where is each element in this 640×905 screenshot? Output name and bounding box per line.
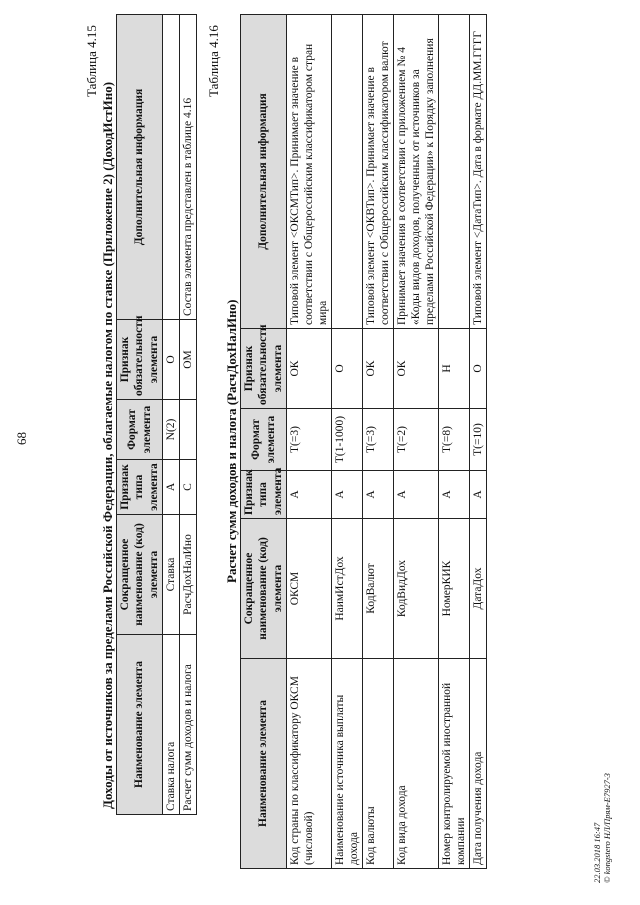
table2 xyxy=(240,14,487,869)
table-cell: T(=3) xyxy=(287,409,332,471)
table-cell: Типовой элемент <ОКСМТип>. Принимает значение в соответствии с Общероссийским классификатором стран мира xyxy=(287,15,332,329)
t2-header-cell: Формат элемента xyxy=(241,409,287,471)
table-cell: НаимИстДох xyxy=(332,519,363,659)
footer-id: © kongstero НЛ/Прям-Е7927-3 xyxy=(602,773,613,883)
table-row xyxy=(439,15,470,869)
table-cell: ДатаДох xyxy=(470,519,487,659)
table-cell: Код вида дохода xyxy=(394,659,439,869)
table-cell: РасчДохНалИно xyxy=(180,515,197,635)
table-cell: Наименование источника выплаты дохода xyxy=(332,659,363,869)
table-cell: А xyxy=(287,471,332,519)
table-cell: ОК xyxy=(363,329,394,409)
table-row xyxy=(332,15,363,869)
table-cell xyxy=(163,15,180,320)
table-cell: О xyxy=(163,320,180,400)
table-cell: Состав элемента представлен в таблице 4.16 xyxy=(180,15,197,320)
table2-header-row xyxy=(241,15,287,869)
table-cell: А xyxy=(470,471,487,519)
table-cell xyxy=(332,15,363,329)
t1-header-cell: Сокращенное наименование (код) элемента xyxy=(117,515,163,635)
footer-stamp xyxy=(592,773,612,883)
table-cell: T(=2) xyxy=(394,409,439,471)
table-cell: Ставка xyxy=(163,515,180,635)
table-cell: А xyxy=(363,471,394,519)
table-cell: О xyxy=(332,329,363,409)
table-cell: Типовой элемент <ОКВТип>. Принимает значение в соответствии с Общероссийским классификатором валют xyxy=(363,15,394,329)
table-row xyxy=(287,15,332,869)
table-cell: Н xyxy=(439,329,470,409)
table-row xyxy=(180,15,197,815)
table2-title: Расчет сумм доходов и налога (РасчДохНалИно) xyxy=(224,299,239,583)
table-cell: ОК xyxy=(287,329,332,409)
t2-header-cell: Сокращенное наименование (код) элемента xyxy=(241,519,287,659)
table-cell: ОК xyxy=(394,329,439,409)
t1-header-cell: Признак обязательности элемента xyxy=(117,320,163,400)
table-cell: А xyxy=(332,471,363,519)
table-cell: ОМ xyxy=(180,320,197,400)
table-cell: Код валюты xyxy=(363,659,394,869)
table-cell: Принимает значения в соответствии с приложением № 4 «Коды видов доходов, полученных от источников за пределами Российской Федерации» к Порядку заполнения xyxy=(394,15,439,329)
t2-header-cell: Наименование элемента xyxy=(241,659,287,869)
table-cell: T(1-1000) xyxy=(332,409,363,471)
page-number: 68 xyxy=(14,432,29,445)
table-cell: А xyxy=(163,460,180,515)
table-row xyxy=(470,15,487,869)
table-cell: О xyxy=(470,329,487,409)
table-cell: Код страны по классификатору ОКСМ (числовой) xyxy=(287,659,332,869)
table-cell: ОКСМ xyxy=(287,519,332,659)
table-cell: T(=10) xyxy=(470,409,487,471)
table-row xyxy=(394,15,439,869)
footer-date: 22.03.2018 16:47 xyxy=(592,822,602,883)
t1-header-cell: Признак типа элемента xyxy=(117,460,163,515)
table2-label: Таблица 4.16 xyxy=(206,25,221,97)
table-cell: КодВалют xyxy=(363,519,394,659)
table-cell: Типовой элемент <ДатаТип>. Дата в формате ДД.ММ.ГГГГ xyxy=(470,15,487,329)
table-cell: Ставка налога xyxy=(163,635,180,815)
table-cell: А xyxy=(439,471,470,519)
table-cell: Номер контролируемой иностранной компании xyxy=(439,659,470,869)
table-cell: НомерКИК xyxy=(439,519,470,659)
table-cell: Расчет сумм доходов и налога xyxy=(180,635,197,815)
table-cell xyxy=(180,400,197,460)
t2-header-cell: Признак типа элемента xyxy=(241,471,287,519)
t2-header-cell: Признак обязательности элемента xyxy=(241,329,287,409)
table-cell: С xyxy=(180,460,197,515)
table1-title: Доходы от источников за пределами Российской Федерации, облагаемые налогом по ставке (Приложение 2) (ДоходИстИно) xyxy=(100,81,115,809)
table1 xyxy=(116,14,197,815)
table-cell: T(=3) xyxy=(363,409,394,471)
table-cell: КодВидДох xyxy=(394,519,439,659)
table-row xyxy=(363,15,394,869)
table-row xyxy=(163,15,180,815)
t1-header-cell: Формат элемента xyxy=(117,400,163,460)
table-cell: А xyxy=(394,471,439,519)
table1-label: Таблица 4.15 xyxy=(84,25,99,97)
t2-header-cell: Дополнительная информация xyxy=(241,15,287,329)
table1-header-row xyxy=(117,15,163,815)
t1-header-cell: Наименование элемента xyxy=(117,635,163,815)
table-cell: Дата получения дохода xyxy=(470,659,487,869)
table-cell: T(=8) xyxy=(439,409,470,471)
table-cell: N(2) xyxy=(163,400,180,460)
table-cell xyxy=(439,15,470,329)
t1-header-cell: Дополнительная информация xyxy=(117,15,163,320)
